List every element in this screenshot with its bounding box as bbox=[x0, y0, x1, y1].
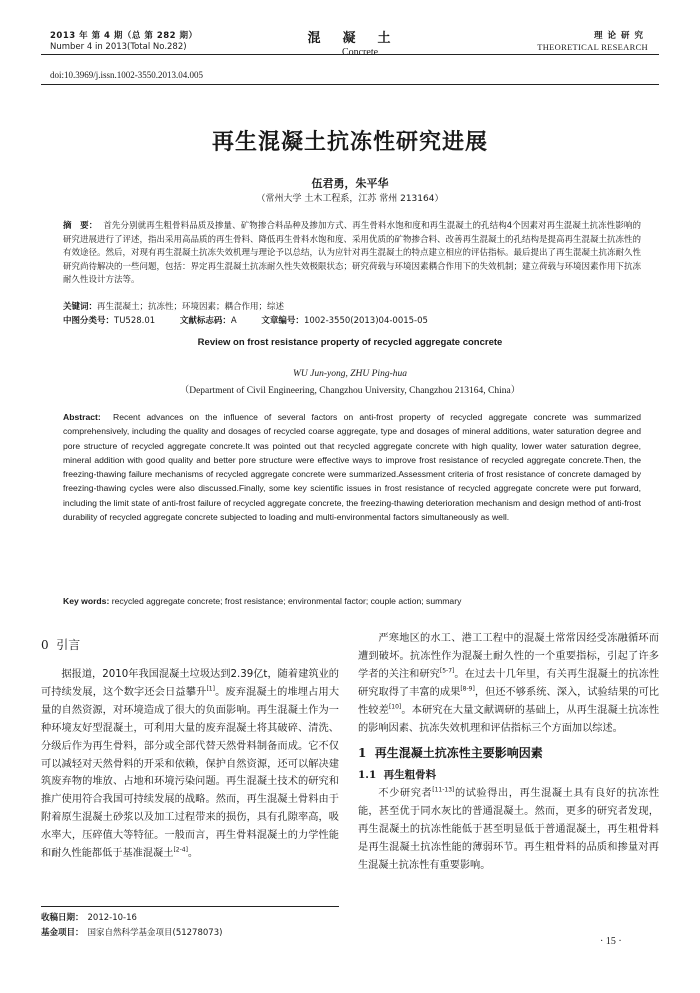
doc-code-value: A bbox=[230, 316, 237, 326]
section-1-number: 1 bbox=[358, 746, 367, 761]
section-0-heading bbox=[41, 636, 80, 653]
journal-name-en: Concrete bbox=[341, 47, 379, 58]
article-no-label: 文章编号： bbox=[261, 316, 304, 326]
right-paragraph-2 bbox=[358, 785, 659, 875]
issue-en: Number 4 in 2013(Total No.282) bbox=[50, 42, 187, 52]
intro-paragraph bbox=[41, 666, 339, 863]
article-no-value: 1002-3550(2013)04-0015-05 bbox=[303, 316, 428, 326]
citation-2-4: [2-4] bbox=[173, 846, 188, 854]
paper-title-en: Review on frost resistance property of recycled aggregate concrete bbox=[197, 337, 503, 348]
fund-value: 国家自然科学基金项目(51278073) bbox=[87, 928, 223, 938]
received-label: 收稿日期： bbox=[41, 913, 84, 923]
keywords-en-text: recycled aggregate concrete; frost resistance; environmental factor; couple action; summary bbox=[111, 596, 462, 606]
keywords-cn bbox=[63, 300, 306, 312]
received-value: 2012-10-16 bbox=[87, 913, 137, 923]
affiliation-en: （Department of Civil Engineering, Changzhou University, Changzhou 213164, China） bbox=[179, 386, 521, 396]
footnote-rule bbox=[41, 906, 339, 907]
page-number: · 15 · bbox=[600, 936, 622, 947]
abstract-en-label: Abstract: bbox=[63, 412, 101, 422]
section-1-heading bbox=[358, 745, 659, 763]
intro-text-a: 据报道，2010年我国混凝土垃圾达到2.39亿t，随着建筑业的可持续发展，这个数字还会日益攀升 bbox=[41, 669, 339, 698]
abstract-en bbox=[63, 410, 641, 524]
classification-row bbox=[63, 314, 450, 326]
section-1-1-number: 1.1 bbox=[358, 769, 377, 782]
citation-1: [1] bbox=[206, 685, 215, 693]
keywords-cn-text: 再生混凝土；抗冻性；环境因素；耦合作用；综述 bbox=[97, 302, 285, 312]
affiliation-cn: （常州大学 土木工程系，江苏 常州 213164） bbox=[256, 194, 444, 204]
journal-issue-info bbox=[50, 31, 198, 53]
section-0-number: 0 bbox=[41, 638, 49, 652]
abstract-cn bbox=[63, 220, 641, 288]
issue-cn: 2013 年 第 4 期（总 第 282 期） bbox=[50, 31, 198, 41]
abstract-en-text: Recent advances on the influence of several factors on anti-frost property of recycled aggregate concrete was summarized comprehensively, including the quality and dosages of recycled coarse aggregate, type and dosages of mineral additions, water saturation degree and pore structure of recycled aggregate concrete.It was pointed out that recycled aggregate concrete with high quality, lower water saturation degree, mineral addition with good quality and better pore structure were effective ways to improve frost resistance of recycled aggregate concrete.Then, the freezing-thawing failure mechanisms of recycled aggregate concrete were summarized.Assessment criteria of frost resistance of concrete damaged by freezing-thawing cycles were also discussed.Finally, some key scientific issues in frost resistance of recycled aggregate concrete were put forward, including the limit state of anti-frost failure of recycled aggregate concrete, the freezing-thawing deterioration mechanism and design method of anti-frost durability of recycled aggregate concrete subjected to loading and multi-environmental factors simultaneously as well. bbox=[63, 412, 642, 523]
fund-label: 基金项目： bbox=[41, 928, 84, 938]
keywords-en bbox=[63, 596, 641, 606]
doi: doi:10.3969/j.issn.1002-3550.2013.04.005 bbox=[50, 70, 204, 80]
header-rule bbox=[41, 54, 659, 55]
column-en: THEORETICAL RESEARCH bbox=[537, 42, 648, 52]
journal-name-cn: 混凝土 bbox=[307, 31, 413, 46]
authors-cn: 伍君勇，朱平华 bbox=[311, 177, 389, 190]
citation-11-13: [11-13] bbox=[432, 786, 455, 794]
paper-title-cn: 再生混凝土抗冻性研究进展 bbox=[211, 130, 488, 155]
keywords-cn-label: 关键词： bbox=[63, 302, 98, 312]
intro-text-end: 。 bbox=[187, 848, 199, 860]
clc-label: 中图分类号： bbox=[63, 316, 115, 326]
right-paragraph-1 bbox=[358, 630, 659, 737]
abstract-cn-label: 摘 要： bbox=[63, 221, 98, 231]
fund-info bbox=[41, 926, 339, 938]
citation-8-9: [8-9] bbox=[460, 685, 475, 693]
clc-value: TU528.01 bbox=[114, 316, 156, 326]
right-text-1a: 严寒地区的水工、港工工程中的混凝土常常因经受冻融循环而遭到破坏。抗冻性作为混凝土耐久性的一个重要指标，引起了许多学者的关注和研究 bbox=[358, 633, 659, 680]
right-text-1b: 。在过去十几年里，有关再生混凝土的抗冻性研究取得了丰富的成果 bbox=[358, 668, 660, 698]
abstract-cn-text: 首先分别就再生粗骨料品质及掺量、矿物掺合料品种及掺加方式、再生骨料水饱和度和再生混凝土的孔结构4个因素对再生混凝土抗冻性影响的研究进展进行了评述，指出采用高品质的再生骨料、降低再生骨料水饱和度、采用优质的矿物掺合料、改善再生混凝土的孔结构是提高再生混凝土抗冻性的有效途径。然后，对现有再生混凝土抗冻失效机理与理论予以总结，认为应针对再生混凝土的特点建立相应的评估指标。最后提出了再生混凝土抗冻耐久性研究尚待解决的一些问题，包括：界定再生混凝土抗冻耐久性失效极限状态；研究荷载与环境因素耦合作用下的失效机制；建立荷载与环境因素作用下抗冻耐久性设计方法等。 bbox=[63, 221, 642, 286]
section-0-title: 引言 bbox=[56, 638, 81, 652]
right-text-2a: 不少研究者 bbox=[378, 788, 433, 800]
doi-rule bbox=[41, 84, 659, 85]
authors-en: WU Jun-yong, ZHU Ping-hua bbox=[293, 369, 407, 379]
citation-10: [10] bbox=[388, 703, 402, 711]
keywords-en-label: Key words: bbox=[63, 596, 110, 606]
right-text-2b: 的试验得出，再生混凝土具有良好的抗冻性能，甚至优于同水灰比的普通混凝土。然而，更多的研究者发现，再生混凝土的抗冻性能低于甚至明显低于普通混凝土，再生粗骨料是再生混凝土抗冻性能的薄弱环节。再生粗骨料的品质和掺量对再生混凝土抗冻性有重要影响。 bbox=[358, 788, 660, 871]
doc-code-label: 文献标志码： bbox=[179, 316, 231, 326]
received-date bbox=[41, 911, 339, 923]
citation-5-7: [5-7] bbox=[439, 667, 455, 675]
section-1-1-title: 再生粗骨料 bbox=[383, 769, 437, 782]
right-text-1d: 。本研究在大量文献调研的基础上，从再生混凝土抗冻性的影响因素、抗冻失效机理和评估指标三个方面加以综述。 bbox=[358, 704, 660, 734]
column-cn: 理论研究 bbox=[593, 31, 648, 41]
intro-text-b: 。废弃混凝土的堆埋占用大量的自然资源，对环境造成了很大的负面影响。再生混凝土作为一种环境友好型混凝土，可利用大量的废弃混凝土将其破碎、清洗、分级后作为再生骨料，部分或全部代替天然骨料制备而成。它不仅可以减轻对天然骨料的开采和依赖，保护自然资源，还可以解决建筑废弃物的堆放、占地和环境污染问题。再生混凝土技术的研究和推广使用符合我国可持续发展的战略。然而，再生混凝土骨料由于附着原生混凝土砂浆以及加工过程带来的损伤，具有孔隙率高，吸水率大，压碎值大等特征。一般而言，再生骨料混凝土的力学性能和耐久性能都低于基准混凝土 bbox=[41, 686, 340, 860]
right-text-1c: ，但还不够系统、深入，试验结果的可比性较差 bbox=[358, 686, 659, 716]
right-column bbox=[358, 630, 659, 875]
section-1-1-heading bbox=[358, 767, 659, 785]
section-1-title: 再生混凝土抗冻性主要影响因素 bbox=[374, 746, 543, 761]
column-info bbox=[537, 31, 648, 53]
